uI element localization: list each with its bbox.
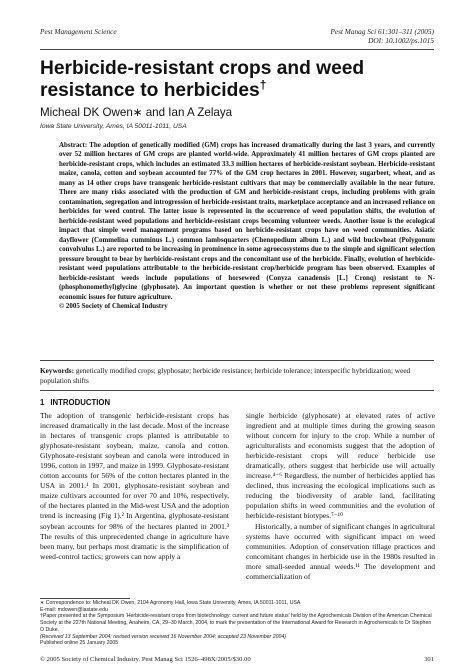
section-title: INTRODUCTION [50, 398, 111, 407]
correspondence-note: ∗ Correspondence to: Micheal DK Owen, 2104 Agronomy Hall, Iowa State University, Ames, IA 50011-1011, USA [40, 600, 301, 606]
body-paragraph: single herbicide (glyphosate) at elevated rates of active ingredient and at multiple times during the growing season without concern for injury to the crop. While a number of agriculturalists and economists suggest that the adoption of herbicide-resistant crops will reduce herbicide use dramatically, others suggest that herbicide use will actually increase.⁴⁻⁶ Regardless, the number of herbicides applied has declined, thus increasing the ecological implications such as reducing the biodiversity of arable land, facilitating population shifts in weed communities and the evolution of herbicide-resistant biotypes.⁷⁻¹⁰ [246, 411, 435, 521]
affiliation: Iowa State University, Ames, IA 50011-1011, USA [40, 123, 187, 130]
abstract-copyright: © 2005 Society of Chemical Industry [59, 302, 168, 311]
published-note: Published online 25 January 2005 [40, 640, 119, 647]
keywords-label: Keywords: [40, 366, 75, 375]
paper-note: †Paper presented at the Symposium ‘Herbicide-resistant crops from biotechnology: current and future status’ held by the Agrochemicals Division of the American Chemical Society at the 227th National Meeting, Anaheim, CA, 29–30 March, 2004, to mark the presentation of the International Award for Research in Agrochemicals to Dr Stephen O Duke. [40, 613, 432, 633]
right-column [246, 411, 435, 582]
email-note: E-mail: mdowen@iastate.edu [40, 606, 108, 613]
received-note: (Received 13 September 2004; revised version received 16 November 2004; accepted 23 November 2004) [40, 633, 286, 640]
footnotes [40, 600, 434, 647]
title-footnote-mark: † [259, 78, 267, 92]
section-heading [40, 398, 110, 408]
author-list: Micheal DK Owen∗ and Ian A Zelaya [40, 106, 233, 119]
article-title [40, 58, 440, 102]
title-text: Herbicide-resistant crops and weed resistance to herbicides [40, 58, 365, 101]
body-paragraph: Historically, a number of significant changes in agricultural systems have occurred with significant impact on weed communities. Adoption of conservation tillage practices and concomitant changes in herbicide use in the 1980s resulted in more small-seeded annual weeds.¹¹ The development and commercialization of [246, 521, 435, 581]
left-column [40, 411, 229, 562]
body-paragraph: The adoption of transgenic herbicide-resistant crops has increased dramatically in the last decade. Most of the increase in hectares of transgenic crops planted is attributable to glyphosate-resistant soybean, maize, canola and cotton. Glyphosate-resistant soybean and canola were introduced in 1996, cotton in 1997, and maize in 1999. Glyphosate-resistant cotton accounts for 56% of the cotton hectares planted in the USA in 2001.¹ In 2001, glyphosate-resistant soybean and maize cultivars accounted for over 70 and 10%, respectively, of the hectares planted in the Mid-west USA and the adoption trend is increasing (Fig 1).² In Argentina, glyphosate-resistant soybean accounts for 98% of the hectares planted in 2001.³ The results of this unprecedented change in agriculture have been many, but perhaps most dramatic is the simplification of weed-control tactics; growers can now apply a [40, 411, 229, 561]
footnote-rule [40, 598, 130, 599]
page-number: 301 [424, 656, 434, 663]
footer-copyright: © 2005 Society of Chemical Industry. Pest Manag Sci 1526–498X/2005/$30.00 [40, 656, 251, 663]
keywords [40, 366, 434, 386]
keywords-bottom-rule [40, 390, 434, 391]
page-footer [40, 656, 434, 664]
abstract-text: The adoption of genetically modified (GM) crops has increased dramatically during the last 3 years, and currently over 52 million hectares of GM crops are planted world-wide. Approximately 41 million hectares of GM crops planted are herbicide-resistant crops, which includes an estimated 33.3 million hectares of herbicide-resistant soybean. Herbicide-resistant maize, canola, cotton and soybean accounted for 77% of the GM crop hectares in 2001. However, sugarbeet, wheat, and as many as 14 other crops have transgenic herbicide-resistant cultivars that may be commercially available in the near future. There are many risks associated with the production of GM and herbicide-resistant crops, including problems with grain contamination, segregation and introgression of herbicide-resistant traits, marketplace acceptance and an increased reliance on herbicides for weed control. The latter issue is represented in the occurrence of weed population shifts, the evolution of herbicide-resistant weed populations and herbicide-resistant crops becoming volunteer weeds. Another issue is the ecological impact that simple weed management programs based on herbicide-resistant crops have on weed communities. Asiatic dayflower (Commelina cumminus L.) common lambsquarters (Chenopodium album L.) and wild buckwheat (Polygonum convolvulus L.) are reported to be increasing in prominence in some agroecosystems due to the simple and significant selection pressure brought to bear by herbicide-resistant crops and the concomitant use of the herbicide. Finally, evolution of herbicide-resistant weed populations attributable to the herbicide-resistant crop/herbicide program has been observed. Examples of herbicide-resistant weeds include populations of horseweed (Conyza canadensis [L.] Cronq) resistant to N-(phosphonomethyl)glycine (glyphosate). An important question is whether or not these problems represent significant economic issues for future agriculture. [59, 141, 435, 301]
keywords-top-rule [40, 360, 434, 361]
keywords-text: genetically modified crops; glyphosate; herbicide resistance; herbicide tolerance; interspecific hybridization; weed population shifts [40, 366, 411, 385]
journal-name: Pest Management Science [40, 27, 117, 36]
abstract-label: Abstract: [59, 141, 88, 149]
abstract [59, 141, 435, 312]
doi: DOI: 10.1002/ps.1015 [368, 36, 434, 45]
running-header [330, 27, 434, 45]
header-rule [40, 49, 434, 50]
section-number: 1 [40, 398, 45, 407]
citation: Pest Manag Sci 61:301–311 (2005) [330, 27, 434, 36]
